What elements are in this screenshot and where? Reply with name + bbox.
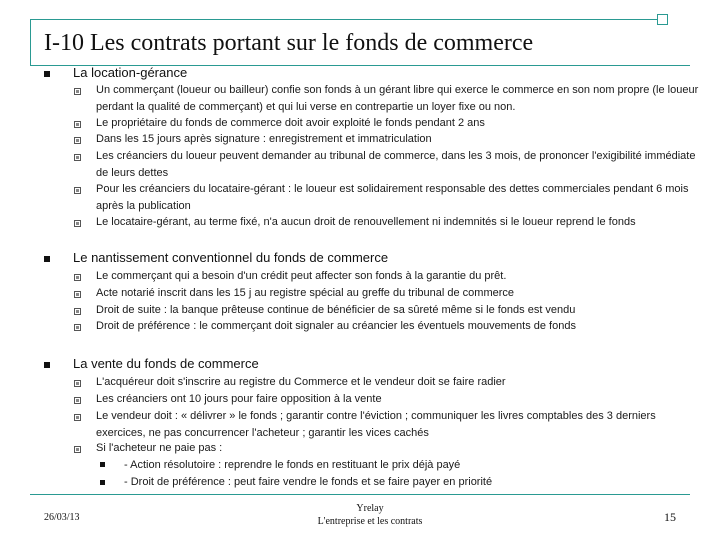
section-bullet-icon [44, 256, 50, 262]
sub-list-item: - Action résolutoire : reprendre le fonds en restituant le prix déjà payé [124, 459, 461, 471]
footer-date: 26/03/13 [44, 512, 80, 523]
list-item: Un commerçant (loueur ou bailleur) confie son fonds à un gérant libre qui exerce le commerce en son nom propre (le loueur perdant la qualité de commerçant) et qui lui verse en contrepartie un loyer fixe ou non. [96, 84, 699, 113]
item-bullet-icon [74, 414, 81, 421]
item-bullet-icon [74, 121, 81, 128]
item-bullet-icon [74, 220, 81, 227]
item-bullet-icon [74, 137, 81, 144]
item-bullet-icon [74, 308, 81, 315]
list-item: Les créanciers du loueur peuvent demander au tribunal de commerce, dans les 3 mois, de prononcer l'exigibilité immédiate de leurs dettes [96, 150, 696, 179]
list-item: L'acquéreur doit s'inscrire au registre du Commerce et le vendeur doit se faire radier [96, 376, 506, 388]
list-item: Le commerçant qui a besoin d'un crédit peut affecter son fonds à la garantie du prêt. [96, 270, 507, 282]
list-item: Droit de préférence : le commerçant doit signaler au créancier les éventuels mouvements de fonds [96, 320, 576, 332]
item-bullet-icon [74, 446, 81, 453]
list-item: Le vendeur doit : « délivrer » le fonds ; garantir contre l'éviction ; communiquer les livres comptables des 3 derniers exercices, ne pas concurrencer l'acheteur ; garantir les vices cachés [96, 410, 656, 439]
item-bullet-icon [74, 397, 81, 404]
item-bullet-icon [74, 324, 81, 331]
item-bullet-icon [74, 187, 81, 194]
list-item: Le locataire-gérant, au terme fixé, n'a aucun droit de renouvellement ni indemnités si le loueur reprend le fonds [96, 216, 636, 228]
footer-center [290, 502, 450, 528]
section-heading-location-gerance: La location-gérance [73, 65, 188, 80]
list-item: Dans les 15 jours après signature : enregistrement et immatriculation [96, 133, 432, 145]
item-bullet-icon [74, 154, 81, 161]
item-bullet-icon [74, 291, 81, 298]
title-frame-top-line [30, 19, 660, 20]
item-bullet-icon [74, 88, 81, 95]
corner-square-icon [657, 14, 668, 25]
footer-author: Yrelay [356, 503, 384, 514]
footer-rule [30, 494, 690, 495]
list-item: Acte notarié inscrit dans les 15 j au registre spécial au greffe du tribunal de commerce [96, 287, 515, 299]
section-bullet-icon [44, 71, 50, 77]
title-frame-left-line [30, 19, 31, 66]
section-heading-vente: La vente du fonds de commerce [73, 356, 259, 371]
slide-title: I-10 Les contrats portant sur le fonds de commerce [44, 30, 534, 56]
list-item: Pour les créanciers du locataire-gérant : le loueur est solidairement responsable des dettes commerciales pendant 6 mois après la publication [96, 183, 689, 212]
list-item: Le propriétaire du fonds de commerce doit avoir exploité le fonds pendant 2 ans [96, 117, 485, 129]
sub-bullet-icon [100, 480, 105, 485]
sub-list-item: - Droit de préférence : peut faire vendre le fonds et se faire payer en priorité [124, 476, 493, 488]
section-bullet-icon [44, 362, 50, 368]
list-item: Les créanciers ont 10 jours pour faire opposition à la vente [96, 393, 382, 405]
item-bullet-icon [74, 274, 81, 281]
section-heading-nantissement: Le nantissement conventionnel du fonds de commerce [73, 250, 389, 265]
item-bullet-icon [74, 380, 81, 387]
sub-bullet-icon [100, 462, 105, 467]
list-item: Droit de suite : la banque prêteuse continue de bénéficier de sa sûreté même si le fonds est vendu [96, 304, 576, 316]
list-item: Si l'acheteur ne paie pas : [96, 442, 223, 454]
page-number: 15 [664, 510, 676, 524]
footer-subtitle: L'entreprise et les contrats [317, 516, 423, 527]
